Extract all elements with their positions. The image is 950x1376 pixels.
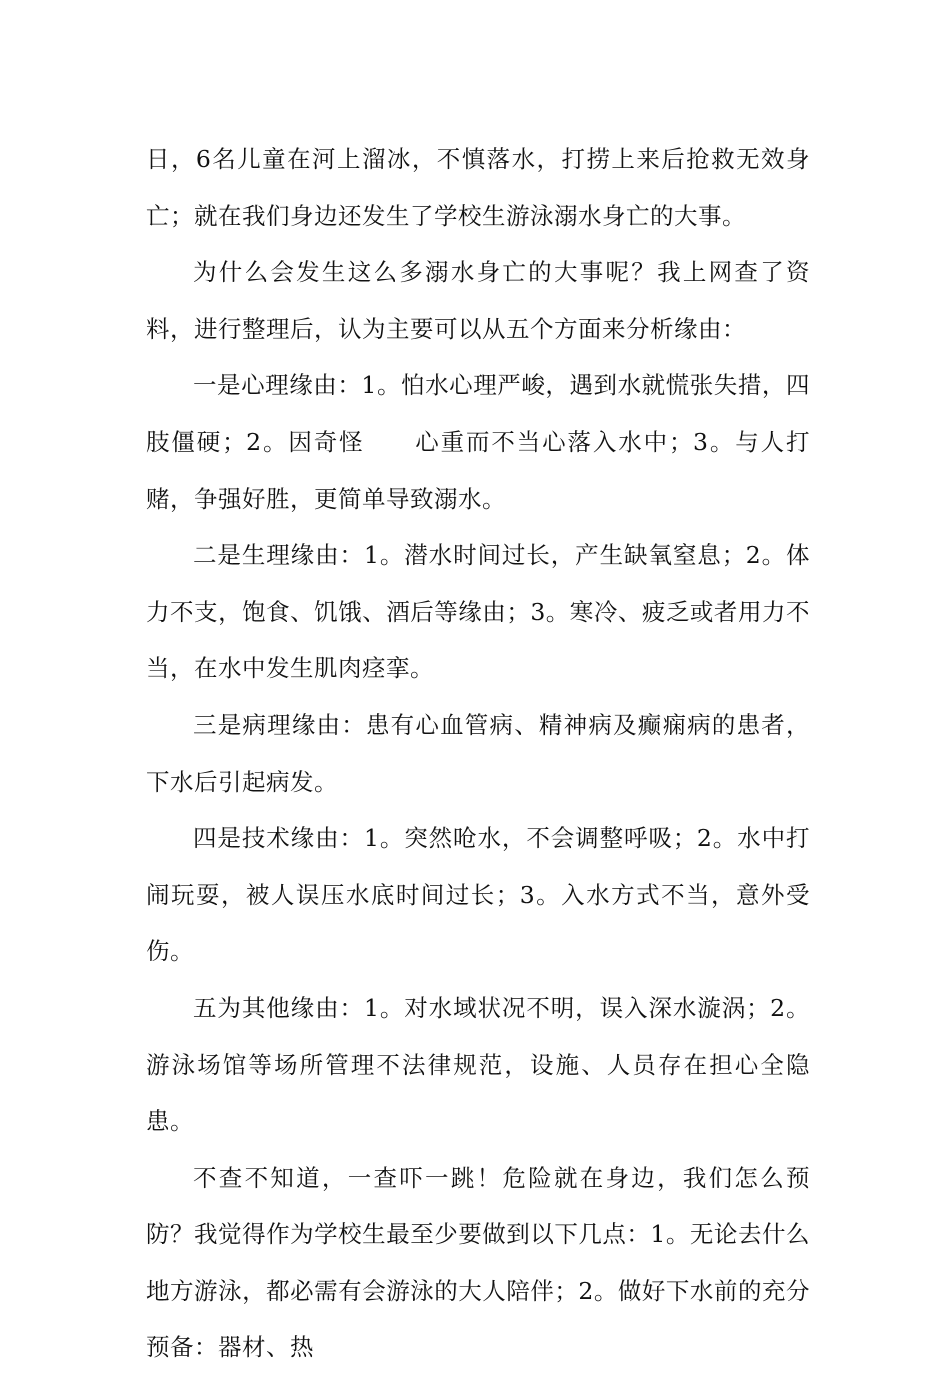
paragraph-pathological-causes: 三是病理缘由：患有心血管病、精神病及癫痫病的患者，下水后引起病发。 [146, 710, 810, 796]
paragraph-technical-causes: 四是技术缘由：1。突然呛水，不会调整呼吸；2。水中打闹玩耍，被人误压水底时间过长；3。入水方式不当，意外受伤。 [146, 824, 810, 966]
paragraph-why-drowning: 为什么会发生这么多溺水身亡的大事呢？我上网查了资料，进行整理后，认为主要可以从五个方面来分析缘由： [146, 258, 810, 343]
paragraph-physiological-causes: 二是生理缘由：1。潜水时间过长，产生缺氧窒息；2。体力不支，饱食、饥饿、酒后等缘由；3。寒冷、疲乏或者用力不当，在水中发生肌肉痉挛。 [146, 541, 810, 683]
paragraph-psychological-causes: 一是心理缘由：1。怕水心理严峻，遇到水就慌张失措，四肢僵硬；2。因奇怪 心重而不当心落入水中；3。与人打赌，争强好胜，更简单导致溺水。 [146, 371, 810, 513]
paragraph-other-causes: 五为其他缘由：1。对水域状况不明，误入深水漩涡；2。游泳场馆等场所管理不法律规范，设施、人员存在担心全隐患。 [146, 993, 810, 1136]
paragraph-continuation: 日，6名儿童在河上溜冰，不慎落水，打捞上来后抢救无效身亡；就在我们身边还发生了学校生游泳溺水身亡的大事。 [146, 145, 810, 230]
document-body [146, 131, 810, 1376]
paragraph-prevention: 不查不知道，一查吓一跳！危险就在身边，我们怎么预防？我觉得作为学校生最至少要做到以下几点：1。无论去什么地方游泳，都必需有会游泳的大人陪伴；2。做好下水前的充分预备：器材、热 [146, 1163, 810, 1362]
